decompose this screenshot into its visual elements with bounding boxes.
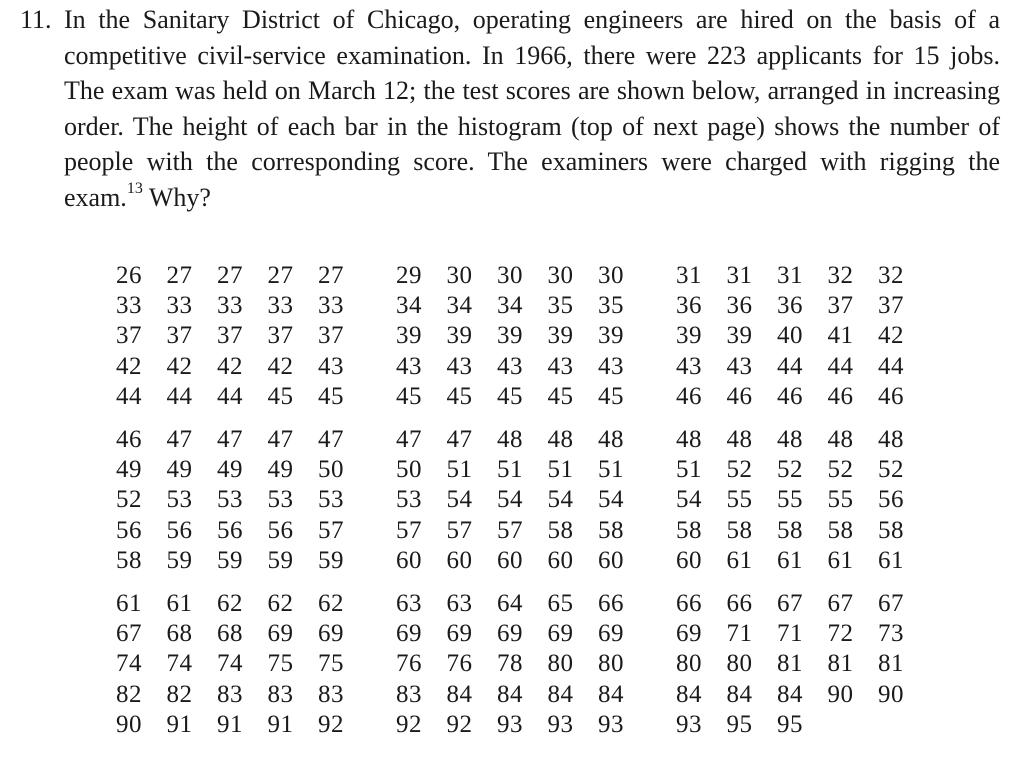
score-value: 80 bbox=[676, 650, 702, 678]
score-value: 59 bbox=[166, 546, 193, 574]
score-value: 43 bbox=[318, 352, 344, 380]
score-value: 51 bbox=[676, 456, 702, 484]
score-value: 43 bbox=[547, 352, 574, 380]
score-row bbox=[676, 547, 929, 577]
score-value: 93 bbox=[676, 710, 702, 738]
score-value: 63 bbox=[396, 590, 422, 617]
score-value: 37 bbox=[267, 322, 294, 350]
score-row bbox=[396, 292, 649, 322]
score-value: 48 bbox=[878, 426, 904, 453]
score-value: 84 bbox=[676, 680, 702, 708]
score-value: 42 bbox=[166, 352, 193, 380]
score-row bbox=[676, 590, 929, 620]
score-value: 66 bbox=[598, 590, 624, 617]
score-value: 81 bbox=[878, 650, 904, 678]
score-value: 32 bbox=[827, 262, 854, 289]
score-value: 69 bbox=[446, 620, 473, 648]
score-value: 44 bbox=[116, 382, 142, 410]
score-value: 62 bbox=[267, 590, 294, 617]
score-value: 82 bbox=[166, 680, 193, 708]
score-value: 57 bbox=[446, 516, 473, 544]
score-value: 56 bbox=[878, 486, 904, 514]
score-value: 52 bbox=[726, 456, 753, 484]
problem-text bbox=[64, 2, 1000, 215]
score-value: 84 bbox=[598, 680, 624, 708]
score-value: 48 bbox=[676, 426, 702, 453]
score-row bbox=[116, 650, 369, 680]
score-value: 81 bbox=[777, 650, 803, 678]
score-value: 60 bbox=[676, 546, 702, 574]
score-value: 74 bbox=[166, 650, 193, 678]
score-value: 83 bbox=[267, 680, 294, 708]
score-value: 84 bbox=[497, 680, 523, 708]
score-block bbox=[396, 590, 649, 741]
score-value: 43 bbox=[446, 352, 473, 380]
score-value: 67 bbox=[827, 590, 854, 617]
score-value: 46 bbox=[777, 382, 803, 410]
score-row bbox=[676, 292, 929, 322]
score-value: 44 bbox=[878, 352, 904, 380]
score-block bbox=[116, 262, 369, 413]
score-value: 50 bbox=[396, 456, 422, 484]
score-value: 34 bbox=[396, 292, 422, 320]
score-value: 33 bbox=[166, 292, 193, 320]
score-value: 59 bbox=[217, 546, 243, 574]
problem-body: In the Sanitary District of Chicago, operating engineers are hired on the basis of a competitive civil-service examination. In 1966, there were 223 applicants for 15 jobs. The exam was held on March 12; the test scores are shown below, arranged in increasing order. The height of each bar in the histogram (top of next page) shows the number of people with the corresponding score. The examiners were charged with rigging the exam. bbox=[64, 5, 1000, 212]
score-value: 54 bbox=[547, 486, 574, 514]
score-value: 53 bbox=[217, 486, 243, 514]
score-value: 35 bbox=[598, 292, 624, 320]
score-value: 84 bbox=[777, 680, 803, 708]
score-value: 37 bbox=[878, 292, 904, 320]
score-row bbox=[676, 426, 929, 456]
score-value: 48 bbox=[827, 426, 854, 453]
score-value: 52 bbox=[827, 456, 854, 484]
score-value: 93 bbox=[547, 710, 574, 738]
problem-number: 11. bbox=[20, 5, 52, 34]
score-value: 46 bbox=[827, 382, 854, 410]
score-value: 48 bbox=[598, 426, 624, 453]
score-value: 80 bbox=[598, 650, 624, 678]
score-value: 64 bbox=[497, 590, 523, 617]
score-value: 30 bbox=[547, 262, 574, 289]
score-value: 68 bbox=[217, 620, 243, 648]
score-value: 37 bbox=[166, 322, 193, 350]
score-value: 49 bbox=[166, 456, 193, 484]
score-value: 42 bbox=[116, 352, 142, 380]
score-block bbox=[396, 262, 649, 413]
score-value: 81 bbox=[827, 650, 854, 678]
score-value: 37 bbox=[116, 322, 142, 350]
score-row bbox=[116, 620, 369, 650]
score-value: 36 bbox=[726, 292, 753, 320]
score-value: 66 bbox=[676, 590, 702, 617]
score-value: 51 bbox=[598, 456, 624, 484]
score-row bbox=[116, 456, 369, 486]
score-row bbox=[676, 262, 929, 292]
score-value: 75 bbox=[267, 650, 294, 678]
score-value: 62 bbox=[318, 590, 344, 617]
score-value: 46 bbox=[676, 382, 702, 410]
score-value: 48 bbox=[777, 426, 803, 453]
score-value: 44 bbox=[777, 352, 803, 380]
problem-question: Why? bbox=[148, 182, 211, 212]
score-value: 58 bbox=[878, 516, 904, 544]
score-value: 74 bbox=[116, 650, 142, 678]
score-row bbox=[396, 486, 649, 516]
score-value: 49 bbox=[217, 456, 243, 484]
score-value: 47 bbox=[396, 426, 422, 453]
score-value: 48 bbox=[726, 426, 753, 453]
score-value: 93 bbox=[497, 710, 523, 738]
score-value: 39 bbox=[676, 322, 702, 350]
score-value: 59 bbox=[318, 546, 344, 574]
score-value: 73 bbox=[878, 620, 904, 648]
score-row bbox=[116, 517, 369, 547]
score-value: 29 bbox=[396, 262, 422, 289]
score-value: 54 bbox=[497, 486, 523, 514]
score-row bbox=[396, 590, 649, 620]
score-row bbox=[116, 426, 369, 456]
score-value: 92 bbox=[446, 710, 473, 738]
score-value: 54 bbox=[598, 486, 624, 514]
score-value: 57 bbox=[396, 516, 422, 544]
score-value: 33 bbox=[318, 292, 344, 320]
score-value: 59 bbox=[267, 546, 294, 574]
score-value: 90 bbox=[878, 680, 904, 708]
score-value: 36 bbox=[676, 292, 702, 320]
score-value: 39 bbox=[598, 322, 624, 350]
score-row bbox=[396, 620, 649, 650]
score-value: 53 bbox=[267, 486, 294, 514]
score-value: 68 bbox=[166, 620, 193, 648]
score-value: 31 bbox=[676, 262, 702, 289]
score-row bbox=[116, 353, 369, 383]
score-value: 60 bbox=[396, 546, 422, 574]
score-row bbox=[396, 650, 649, 680]
score-row bbox=[396, 426, 649, 456]
score-value: 52 bbox=[777, 456, 803, 484]
score-value: 37 bbox=[217, 322, 243, 350]
score-value: 43 bbox=[726, 352, 753, 380]
score-value: 44 bbox=[827, 352, 854, 380]
score-value: 60 bbox=[497, 546, 523, 574]
score-value: 55 bbox=[777, 486, 803, 514]
score-value: 57 bbox=[497, 516, 523, 544]
score-value: 31 bbox=[726, 262, 753, 289]
score-value: 37 bbox=[827, 292, 854, 320]
score-block bbox=[676, 426, 929, 577]
footnote-marker: 13 bbox=[126, 179, 143, 197]
score-value: 45 bbox=[547, 382, 574, 410]
score-row bbox=[116, 262, 369, 292]
score-value: 36 bbox=[777, 292, 803, 320]
score-value: 46 bbox=[878, 382, 904, 410]
score-value: 42 bbox=[267, 352, 294, 380]
score-row bbox=[676, 353, 929, 383]
score-value: 76 bbox=[446, 650, 473, 678]
score-value: 78 bbox=[497, 650, 523, 678]
score-block bbox=[396, 426, 649, 577]
score-row bbox=[116, 711, 369, 741]
score-row bbox=[676, 650, 929, 680]
score-value: 74 bbox=[217, 650, 243, 678]
score-value: 69 bbox=[396, 620, 422, 648]
score-value: 93 bbox=[598, 710, 624, 738]
score-value: 60 bbox=[547, 546, 574, 574]
score-value: 47 bbox=[166, 426, 193, 453]
score-row bbox=[676, 383, 929, 413]
score-value: 61 bbox=[777, 546, 803, 574]
score-value: 91 bbox=[267, 710, 294, 738]
score-value: 47 bbox=[217, 426, 243, 453]
score-value: 41 bbox=[827, 322, 854, 350]
score-block bbox=[676, 590, 929, 741]
score-value: 76 bbox=[396, 650, 422, 678]
score-value: 27 bbox=[267, 262, 294, 289]
score-value: 45 bbox=[318, 382, 344, 410]
score-value: 75 bbox=[318, 650, 344, 678]
score-value: 37 bbox=[318, 322, 344, 350]
score-value: 30 bbox=[497, 262, 523, 289]
score-value: 33 bbox=[116, 292, 142, 320]
score-value: 46 bbox=[116, 426, 142, 453]
score-block bbox=[116, 590, 369, 741]
score-value: 30 bbox=[598, 262, 624, 289]
score-value: 83 bbox=[217, 680, 243, 708]
score-row bbox=[676, 517, 929, 547]
score-value: 34 bbox=[446, 292, 473, 320]
score-value: 26 bbox=[116, 262, 142, 289]
score-value: 84 bbox=[547, 680, 574, 708]
score-value: 43 bbox=[598, 352, 624, 380]
score-block bbox=[676, 262, 929, 413]
score-value: 56 bbox=[267, 516, 294, 544]
score-row bbox=[396, 353, 649, 383]
score-value: 53 bbox=[166, 486, 193, 514]
score-value: 49 bbox=[267, 456, 294, 484]
score-value: 45 bbox=[497, 382, 523, 410]
score-value: 80 bbox=[726, 650, 753, 678]
score-row bbox=[396, 383, 649, 413]
score-value: 47 bbox=[318, 426, 344, 453]
score-value: 45 bbox=[598, 382, 624, 410]
score-value: 35 bbox=[547, 292, 574, 320]
score-row bbox=[676, 711, 929, 741]
score-value: 53 bbox=[318, 486, 344, 514]
score-block bbox=[116, 426, 369, 577]
score-value: 51 bbox=[497, 456, 523, 484]
score-value: 69 bbox=[598, 620, 624, 648]
score-row bbox=[116, 681, 369, 711]
score-value: 83 bbox=[318, 680, 344, 708]
score-row bbox=[396, 517, 649, 547]
score-value: 43 bbox=[396, 352, 422, 380]
score-value: 52 bbox=[878, 456, 904, 484]
score-value: 53 bbox=[396, 486, 422, 514]
score-value: 48 bbox=[547, 426, 574, 453]
score-value: 39 bbox=[396, 322, 422, 350]
score-value: 67 bbox=[878, 590, 904, 617]
score-value: 95 bbox=[777, 710, 803, 738]
score-value: 42 bbox=[217, 352, 243, 380]
score-row bbox=[676, 322, 929, 352]
score-value: 31 bbox=[777, 262, 803, 289]
score-value: 39 bbox=[726, 322, 753, 350]
score-row bbox=[116, 547, 369, 577]
score-value: 92 bbox=[318, 710, 344, 738]
score-value: 71 bbox=[726, 620, 753, 648]
score-value: 44 bbox=[166, 382, 193, 410]
score-value: 61 bbox=[726, 546, 753, 574]
score-value: 50 bbox=[318, 456, 344, 484]
score-value: 58 bbox=[116, 546, 142, 574]
score-row bbox=[116, 590, 369, 620]
score-value: 67 bbox=[777, 590, 803, 617]
score-value: 51 bbox=[446, 456, 473, 484]
score-value: 69 bbox=[267, 620, 294, 648]
score-value: 60 bbox=[446, 546, 473, 574]
score-value: 90 bbox=[827, 680, 854, 708]
score-value: 95 bbox=[726, 710, 753, 738]
score-row bbox=[676, 486, 929, 516]
score-value: 58 bbox=[827, 516, 854, 544]
score-value: 56 bbox=[116, 516, 142, 544]
score-value: 33 bbox=[267, 292, 294, 320]
score-row bbox=[396, 262, 649, 292]
score-value: 58 bbox=[598, 516, 624, 544]
score-value: 34 bbox=[497, 292, 523, 320]
score-value: 61 bbox=[116, 590, 142, 617]
score-value: 61 bbox=[166, 590, 193, 617]
score-value: 82 bbox=[116, 680, 142, 708]
score-value: 46 bbox=[726, 382, 753, 410]
score-value: 27 bbox=[217, 262, 243, 289]
score-value: 57 bbox=[318, 516, 344, 544]
score-value: 56 bbox=[217, 516, 243, 544]
score-value: 44 bbox=[217, 382, 243, 410]
score-value: 69 bbox=[497, 620, 523, 648]
score-value: 33 bbox=[217, 292, 243, 320]
score-value: 69 bbox=[318, 620, 344, 648]
score-value: 45 bbox=[267, 382, 294, 410]
score-value: 61 bbox=[878, 546, 904, 574]
score-value: 47 bbox=[446, 426, 473, 453]
score-row bbox=[676, 456, 929, 486]
score-row bbox=[676, 681, 929, 711]
score-value: 27 bbox=[318, 262, 344, 289]
score-value: 42 bbox=[878, 322, 904, 350]
score-value: 39 bbox=[446, 322, 473, 350]
score-value: 39 bbox=[547, 322, 574, 350]
score-value: 84 bbox=[446, 680, 473, 708]
score-value: 58 bbox=[777, 516, 803, 544]
score-value: 61 bbox=[827, 546, 854, 574]
score-row bbox=[396, 456, 649, 486]
score-value: 58 bbox=[676, 516, 702, 544]
score-value: 58 bbox=[726, 516, 753, 544]
score-value: 48 bbox=[497, 426, 523, 453]
score-value: 92 bbox=[396, 710, 422, 738]
score-value: 62 bbox=[217, 590, 243, 617]
score-row bbox=[396, 711, 649, 741]
score-value: 45 bbox=[396, 382, 422, 410]
score-value: 27 bbox=[166, 262, 193, 289]
problem-statement bbox=[20, 2, 1000, 215]
score-row bbox=[396, 547, 649, 577]
score-row bbox=[396, 322, 649, 352]
score-value: 84 bbox=[726, 680, 753, 708]
score-value: 66 bbox=[726, 590, 753, 617]
score-value: 91 bbox=[217, 710, 243, 738]
score-row bbox=[116, 486, 369, 516]
score-value: 55 bbox=[827, 486, 854, 514]
score-value: 40 bbox=[777, 322, 803, 350]
score-value: 69 bbox=[547, 620, 574, 648]
score-value: 63 bbox=[446, 590, 473, 617]
score-value: 69 bbox=[676, 620, 702, 648]
score-value: 72 bbox=[827, 620, 854, 648]
score-value: 58 bbox=[547, 516, 574, 544]
score-row bbox=[676, 620, 929, 650]
score-row bbox=[116, 383, 369, 413]
score-row bbox=[116, 322, 369, 352]
score-value: 45 bbox=[446, 382, 473, 410]
score-row bbox=[396, 681, 649, 711]
score-value: 52 bbox=[116, 486, 142, 514]
score-value: 65 bbox=[547, 590, 574, 617]
score-value: 55 bbox=[726, 486, 753, 514]
score-value: 56 bbox=[166, 516, 193, 544]
score-value: 67 bbox=[116, 620, 142, 648]
score-value: 43 bbox=[676, 352, 702, 380]
score-value: 49 bbox=[116, 456, 142, 484]
score-value: 51 bbox=[547, 456, 574, 484]
score-value: 80 bbox=[547, 650, 574, 678]
score-value: 30 bbox=[446, 262, 473, 289]
score-value: 91 bbox=[166, 710, 193, 738]
score-value: 83 bbox=[396, 680, 422, 708]
score-value: 71 bbox=[777, 620, 803, 648]
score-value: 43 bbox=[497, 352, 523, 380]
score-value: 60 bbox=[598, 546, 624, 574]
score-value: 39 bbox=[497, 322, 523, 350]
score-value: 32 bbox=[878, 262, 904, 289]
score-value: 90 bbox=[116, 710, 142, 738]
score-value: 47 bbox=[267, 426, 294, 453]
score-value: 54 bbox=[446, 486, 473, 514]
score-value: 54 bbox=[676, 486, 702, 514]
score-row bbox=[116, 292, 369, 322]
